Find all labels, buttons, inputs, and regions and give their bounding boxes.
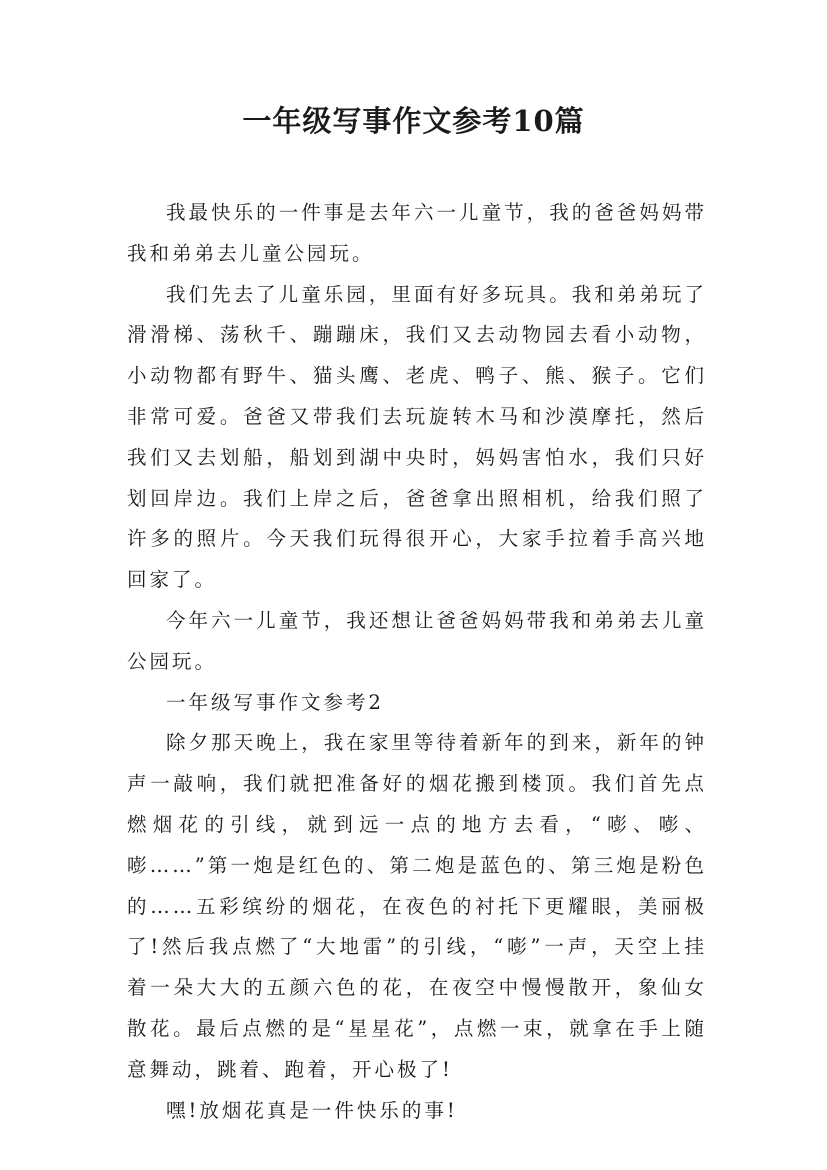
section-heading: 一年级写事作文参考2 [166,690,384,714]
paragraph: 嘿!放烟花真是一件快乐的事! [166,1098,458,1122]
paragraph: 我最快乐的一件事是去年六一儿童节，我的爸爸妈妈带我和弟弟去儿童公园玩。 [127,201,707,265]
paragraph: 今年六一儿童节，我还想让爸爸妈妈带我和弟弟去儿童公园玩。 [127,608,707,673]
document-title: 一年级写事作文参考10篇 [242,104,585,138]
paragraph: 我们先去了儿童乐园，里面有好多玩具。我和弟弟玩了滑滑梯、荡秋千、蹦蹦床，我们又去动物园去看小动物，小动物都有野牛、猫头鹰、老虎、鸭子、熊、猴子。它们非常可爱。爸爸又带我们去玩旋转木马和沙漠摩托，然后我们又去划船，船划到湖中央时，妈妈害怕水，我们只好划回岸边。我们上岸之后，爸爸拿出照相机，给我们照了许多的照片。今天我们玩得很开心，大家手拉着手高兴地回家了。 [127,282,707,592]
paragraph: 除夕那天晚上，我在家里等待着新年的到来，新年的钟声一敲响，我们就把准备好的烟花搬到楼顶。我们首先点燃烟花的引线，就到远一点的地方去看，“嘭、嘭、嘭……”第一炮是红色的、第二炮是蓝色的、第三炮是粉色的……五彩缤纷的烟花，在夜色的衬托下更耀眼，美丽极了!然后我点燃了“大地雷”的引线，“嘭”一声，天空上挂着一朵大大的五颜六色的花，在夜空中慢慢散开，象仙女散花。最后点燃的是“星星花”，点燃一束，就拿在手上随意舞动，跳着、跑着，开心极了! [127,731,707,1081]
document-body [127,193,707,1131]
